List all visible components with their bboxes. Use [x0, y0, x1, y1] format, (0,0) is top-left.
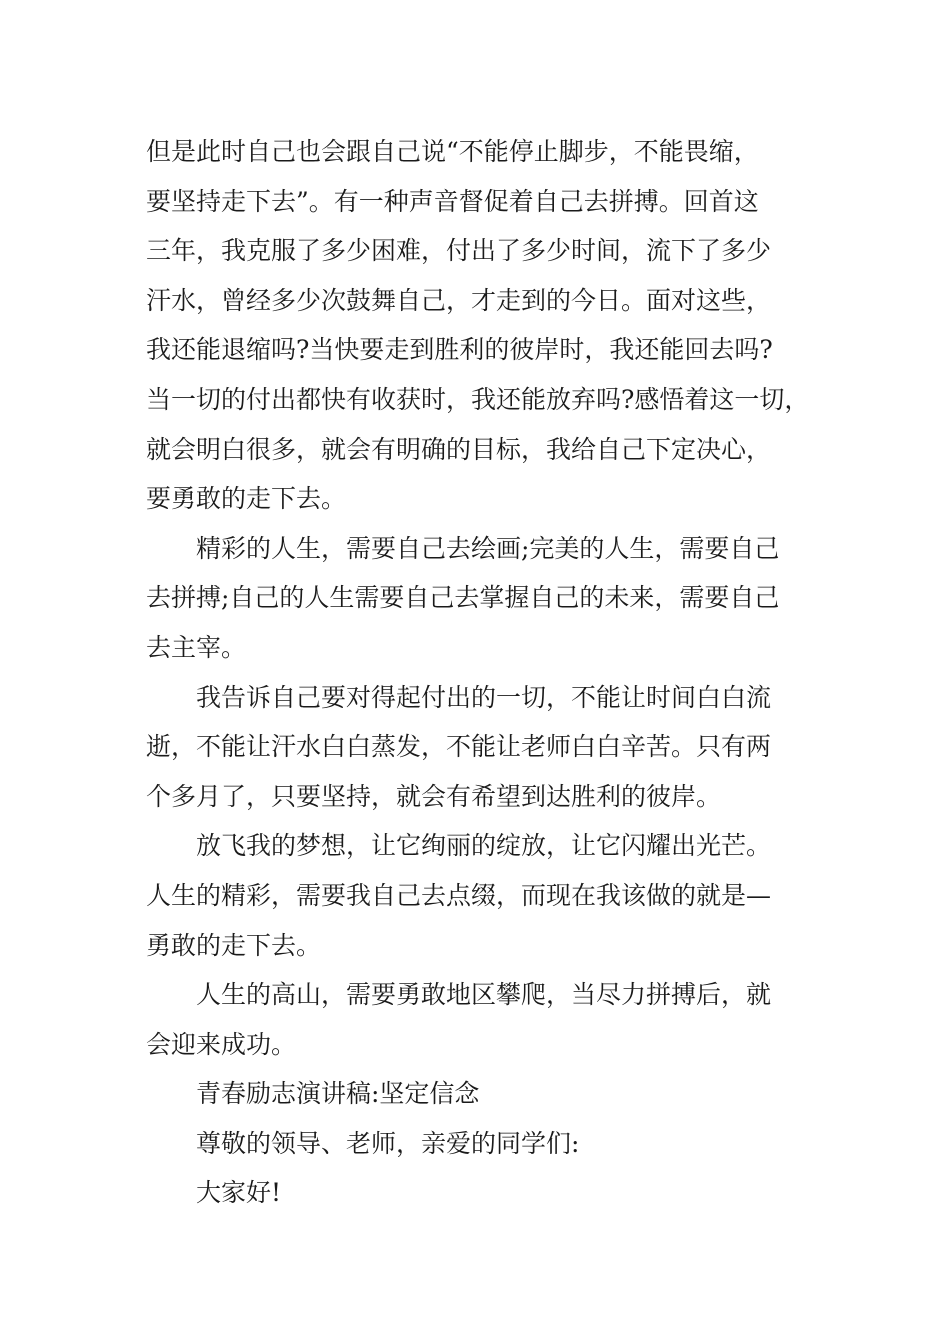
document-body [146, 127, 826, 1218]
text-line: 去主宰。 [146, 632, 247, 662]
paragraph-5 [146, 970, 826, 1069]
speech-title [146, 1069, 826, 1119]
text-line: 个多月了，只要坚持，就会有希望到达胜利的彼岸。 [146, 781, 722, 811]
text-line: 三年，我克服了多少困难，付出了多少时间，流下了多少 [146, 236, 772, 266]
text-line: 要勇敢的走下去。 [146, 484, 347, 514]
text-line: 就会明白很多，就会有明确的目标，我给自己下定决心， [146, 434, 772, 464]
text-line: 要坚持走下去”。有一种声音督促着自己去拼搏。回首这 [146, 186, 759, 216]
text-line: 青春励志演讲稿:坚定信念 [196, 1079, 480, 1109]
greeting [146, 1168, 826, 1218]
paragraph-2 [146, 524, 826, 673]
salutation [146, 1119, 826, 1169]
text-line: 但是此时自己也会跟自己说“不能停止脚步，不能畏缩， [146, 137, 759, 166]
text-line: 当一切的付出都快有收获时，我还能放弃吗?感悟着这一切， [146, 384, 810, 414]
text-line: 人生的精彩，需要我自己去点缀，而现在我该做的就是— [146, 880, 772, 910]
text-line: 人生的高山，需要勇敢地区攀爬，当尽力拼搏后，就 [196, 980, 772, 1010]
text-line: 去拼搏;自己的人生需要自己去掌握自己的未来，需要自己 [146, 583, 780, 613]
text-line: 勇敢的走下去。 [146, 930, 322, 960]
paragraph-1 [146, 127, 826, 524]
text-line: 尊敬的领导、老师，亲爱的同学们: [196, 1128, 580, 1158]
text-line: 大家好! [196, 1178, 282, 1208]
text-line: 逝，不能让汗水白白蒸发，不能让老师白白辛苦。只有两 [146, 732, 772, 762]
text-line: 我还能退缩吗?当快要走到胜利的彼岸时，我还能回去吗? [146, 335, 773, 365]
text-line: 汗水，曾经多少次鼓舞自己，才走到的今日。面对这些， [146, 285, 772, 315]
paragraph-4 [146, 821, 826, 970]
text-line: 会迎来成功。 [146, 1029, 297, 1059]
text-line: 我告诉自己要对得起付出的一切，不能让时间白白流 [196, 682, 772, 712]
text-line: 放飞我的梦想，让它绚丽的绽放，让它闪耀出光芒。 [196, 831, 772, 861]
paragraph-3 [146, 673, 826, 822]
text-line: 精彩的人生，需要自己去绘画;完美的人生，需要自己 [196, 533, 780, 563]
